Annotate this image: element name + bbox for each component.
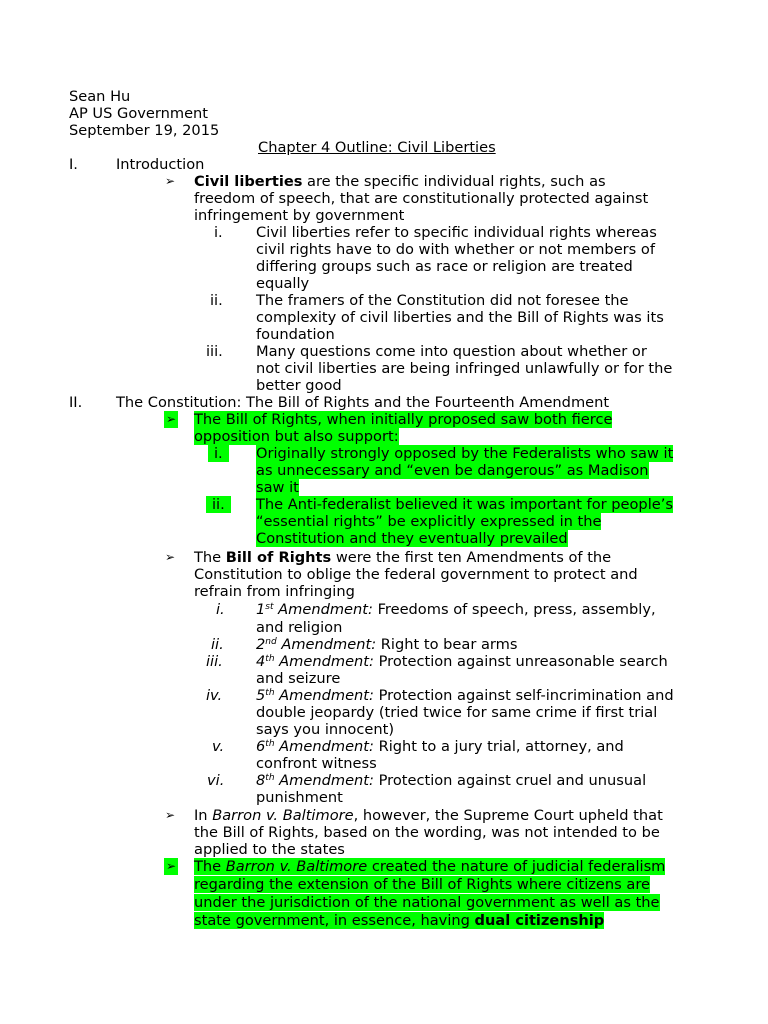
sub-numeral: ii. <box>211 636 224 653</box>
sub-numeral: i. <box>208 445 229 462</box>
page-title: Chapter 4 Outline: Civil Liberties <box>258 139 496 156</box>
sub-numeral: iii. <box>206 343 223 360</box>
sub-item-line: The framers of the Constitution did not foresee the <box>256 292 629 309</box>
author-name: Sean Hu <box>69 88 131 105</box>
arrow-bullet-icon: ➢ <box>165 550 176 564</box>
highlighted-line: The Barron v. Baltimore created the nature of judicial federalism <box>194 858 666 875</box>
section-heading: Introduction <box>116 156 205 173</box>
highlighted-line: opposition but also support: <box>194 428 399 445</box>
amendment-item: 5th Amendment: Protection against self-incrimination and <box>256 687 674 704</box>
highlighted-line: regarding the extension of the Bill of Rights where citizens are <box>194 876 650 893</box>
sub-numeral: i. <box>214 224 223 241</box>
arrow-bullet-icon: ➢ <box>165 174 176 188</box>
amendment-line: and religion <box>256 619 343 636</box>
sub-numeral: ii. <box>210 292 223 309</box>
section-numeral: II. <box>69 394 83 411</box>
outline-line: freedom of speech, that are constitutionally protected against <box>194 190 649 207</box>
sub-item-line: foundation <box>256 326 335 343</box>
outline-line: refrain from infringing <box>194 583 355 600</box>
highlighted-line: state government, in essence, having dual citizenship <box>194 912 605 929</box>
sub-item-line: not civil liberties are being infringed unlawfully or for the <box>256 360 673 377</box>
highlighted-line: saw it <box>256 479 299 496</box>
case-name: Barron v. Baltimore <box>212 807 354 824</box>
arrow-bullet-icon: ➢ <box>166 859 177 873</box>
highlighted-line: under the jurisdiction of the national government as well as the <box>194 894 660 911</box>
sub-item-line: civil rights have to do with whether or not members of <box>256 241 655 258</box>
sub-item-line: Civil liberties refer to specific individual rights whereas <box>256 224 657 241</box>
highlighted-line: as unnecessary and “even be dangerous” as Madison <box>256 462 649 479</box>
course-name: AP US Government <box>69 105 209 122</box>
highlighted-line: Originally strongly opposed by the Federalists who saw it <box>256 445 674 462</box>
amendment-item: 1st Amendment: Freedoms of speech, press, assembly, <box>256 601 656 618</box>
outline-line: applied to the states <box>194 841 345 858</box>
sub-numeral: v. <box>212 738 225 755</box>
amendment-line: punishment <box>256 789 343 806</box>
sub-item-line: Many questions come into question about whether or <box>256 343 647 360</box>
amendment-line: confront witness <box>256 755 377 772</box>
sub-item-line: complexity of civil liberties and the Bill of Rights was its <box>256 309 664 326</box>
section-heading: The Constitution: The Bill of Rights and the Fourteenth Amendment <box>116 394 610 411</box>
outline-line: infringement by government <box>194 207 405 224</box>
term-bold: dual citizenship <box>474 912 605 929</box>
sub-numeral: i. <box>216 601 225 618</box>
sub-numeral: ii. <box>206 496 231 513</box>
amendment-line: and seizure <box>256 670 341 687</box>
outline-bullet: The Bill of Rights were the first ten Amendments of the <box>194 549 612 566</box>
amendment-item: 6th Amendment: Right to a jury trial, attorney, and <box>256 738 624 755</box>
amendment-item: 2nd Amendment: Right to bear arms <box>256 636 518 653</box>
amendment-line: double jeopardy (tried twice for same crime if first trial <box>256 704 658 721</box>
sub-item-line: better good <box>256 377 342 394</box>
arrow-bullet-icon: ➢ <box>165 808 176 822</box>
arrow-bullet-icon: ➢ <box>166 412 177 426</box>
sub-numeral: iii. <box>206 653 223 670</box>
document-date: September 19, 2015 <box>69 122 220 139</box>
amendment-item: 8th Amendment: Protection against cruel and unusual <box>256 772 647 789</box>
highlighted-line: The Anti-federalist believed it was important for people’s <box>256 496 673 513</box>
sub-numeral: vi. <box>207 772 225 789</box>
highlighted-line: The Bill of Rights, when initially proposed saw both fierce <box>194 411 613 428</box>
outline-line: the Bill of Rights, based on the wording, was not intended to be <box>194 824 660 841</box>
amendment-line: says you innocent) <box>256 721 395 738</box>
sub-item-line: equally <box>256 275 310 292</box>
outline-line: Constitution to oblige the federal government to protect and <box>194 566 638 583</box>
sub-item-line: differing groups such as race or religion are treated <box>256 258 633 275</box>
term-bold: Bill of Rights <box>225 549 332 566</box>
outline-bullet: Civil liberties are the specific individual rights, such as <box>194 173 606 190</box>
term-bold: Civil liberties <box>194 173 303 190</box>
case-name: Barron v. Baltimore <box>225 858 368 875</box>
outline-bullet: In Barron v. Baltimore, however, the Supreme Court upheld that <box>194 807 663 824</box>
amendment-item: 4th Amendment: Protection against unreasonable search <box>256 653 668 670</box>
highlighted-line: “essential rights” be explicitly expressed in the <box>256 513 602 530</box>
sub-numeral: iv. <box>206 687 223 704</box>
section-numeral: I. <box>69 156 78 173</box>
highlighted-line: Constitution and they eventually prevailed <box>256 530 568 547</box>
